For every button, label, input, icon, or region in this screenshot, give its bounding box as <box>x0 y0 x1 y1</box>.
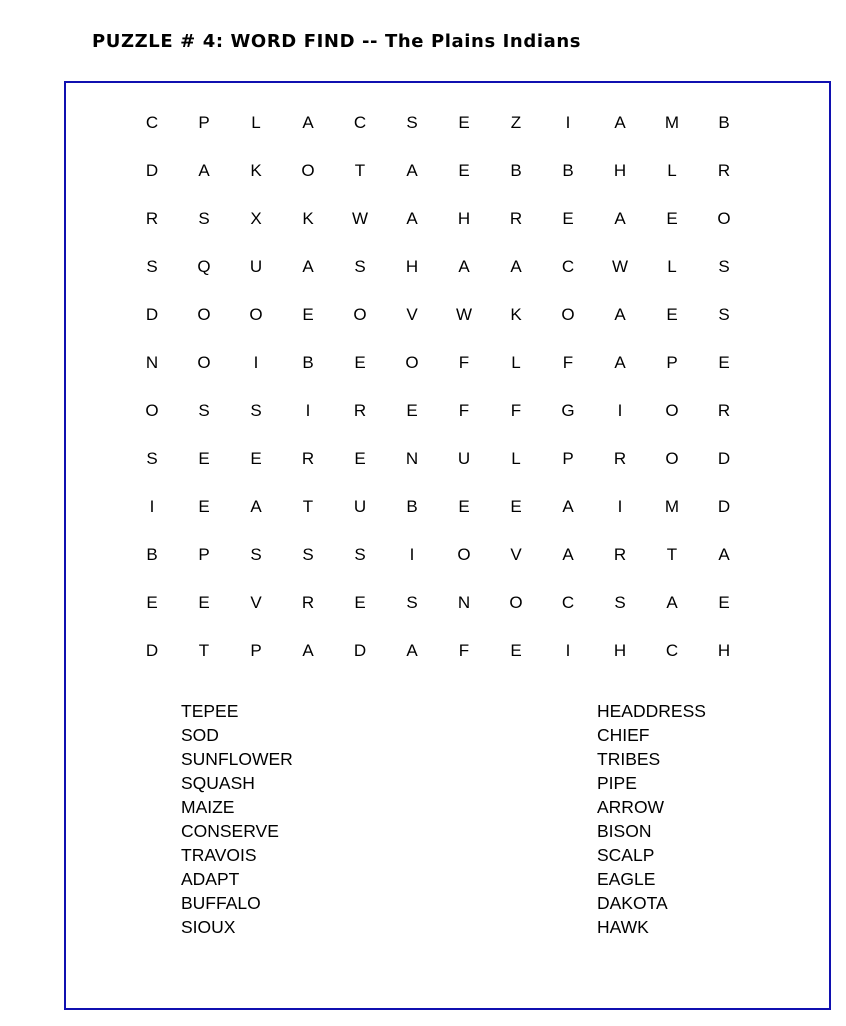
word-list-item: SQUASH <box>181 773 255 793</box>
grid-letter[interactable]: E <box>302 305 314 324</box>
grid-letter[interactable]: T <box>302 497 314 516</box>
grid-letter[interactable]: L <box>667 257 677 276</box>
grid-letter[interactable]: T <box>666 545 678 564</box>
grid-letter[interactable]: E <box>458 497 470 516</box>
grid-letter[interactable]: F <box>458 401 470 420</box>
grid-letter[interactable]: E <box>198 497 210 516</box>
grid-letter[interactable]: W <box>351 209 369 228</box>
word-list-item: HEADDRESS <box>597 701 706 721</box>
word-list-item: SOD <box>181 725 219 745</box>
grid-letter[interactable]: L <box>251 113 261 132</box>
grid-letter[interactable]: A <box>562 545 574 564</box>
word-list-item: PIPE <box>597 773 637 793</box>
grid-letter[interactable]: M <box>664 113 680 132</box>
grid-letter[interactable]: A <box>250 497 262 516</box>
grid-letter[interactable]: V <box>250 593 262 612</box>
grid-letter[interactable]: U <box>353 497 367 516</box>
grid-letter[interactable]: R <box>509 209 523 228</box>
grid-letter[interactable]: Z <box>510 113 522 132</box>
grid-letter[interactable]: A <box>614 305 626 324</box>
grid-letter[interactable]: K <box>302 209 314 228</box>
grid-letter[interactable]: S <box>406 113 418 132</box>
grid-letter[interactable]: C <box>561 593 575 612</box>
grid-letter[interactable]: I <box>565 113 571 132</box>
grid-letter[interactable]: A <box>302 113 314 132</box>
grid-letter[interactable]: R <box>613 545 627 564</box>
grid-letter[interactable]: B <box>406 497 418 516</box>
grid-letter[interactable]: O <box>665 401 679 420</box>
grid-letter[interactable]: S <box>250 401 262 420</box>
grid-letter[interactable]: X <box>250 209 262 228</box>
word-list-item: TRAVOIS <box>181 845 257 865</box>
grid-letter[interactable]: I <box>565 641 571 660</box>
grid-letter[interactable]: A <box>302 641 314 660</box>
grid-letter[interactable]: D <box>145 641 159 660</box>
grid-letter[interactable]: B <box>146 545 158 564</box>
grid-letter[interactable]: D <box>717 497 731 516</box>
grid-letter[interactable]: E <box>198 593 210 612</box>
grid-letter[interactable]: N <box>405 449 419 468</box>
grid-letter[interactable]: G <box>561 401 575 420</box>
grid-letter[interactable]: S <box>146 449 158 468</box>
grid-letter[interactable]: P <box>666 353 678 372</box>
word-list-item: BISON <box>597 821 652 841</box>
grid-letter[interactable]: K <box>510 305 522 324</box>
grid-letter[interactable]: E <box>198 449 210 468</box>
grid-letter[interactable]: B <box>562 161 574 180</box>
grid-letter[interactable]: A <box>718 545 730 564</box>
grid-letter[interactable]: R <box>717 401 731 420</box>
grid-letter[interactable]: F <box>510 401 522 420</box>
grid-letter[interactable]: M <box>664 497 680 516</box>
grid-letter[interactable]: H <box>717 641 731 660</box>
grid-letter[interactable]: I <box>409 545 415 564</box>
word-list-item: SIOUX <box>181 917 236 937</box>
grid-letter[interactable]: I <box>253 353 259 372</box>
grid-letter[interactable]: F <box>458 641 470 660</box>
word-list-item: TEPEE <box>181 701 239 721</box>
grid-letter[interactable]: O <box>457 545 471 564</box>
grid-letter[interactable]: S <box>718 257 730 276</box>
grid-letter[interactable]: W <box>455 305 473 324</box>
grid-letter[interactable]: A <box>562 497 574 516</box>
word-list-item: DAKOTA <box>597 893 668 913</box>
grid-letter[interactable]: A <box>198 161 210 180</box>
grid-letter[interactable]: R <box>717 161 731 180</box>
grid-letter[interactable]: P <box>562 449 574 468</box>
grid-letter[interactable]: O <box>353 305 367 324</box>
word-list-item: SUNFLOWER <box>181 749 293 769</box>
puzzle-title: PUZZLE # 4: WORD FIND -- The Plains Indians <box>92 31 582 52</box>
grid-letter[interactable]: D <box>145 161 159 180</box>
grid-letter[interactable]: E <box>250 449 262 468</box>
grid-letter[interactable]: A <box>666 593 678 612</box>
grid-letter[interactable]: S <box>198 209 210 228</box>
puzzle-frame <box>64 81 831 1010</box>
grid-letter[interactable]: E <box>510 497 522 516</box>
grid-letter[interactable]: E <box>354 593 366 612</box>
word-list-right <box>597 699 706 939</box>
grid-letter[interactable]: N <box>145 353 159 372</box>
grid-letter[interactable]: O <box>509 593 523 612</box>
word-list-item: CHIEF <box>597 725 650 745</box>
grid-letter[interactable]: A <box>458 257 470 276</box>
grid-letter[interactable]: C <box>353 113 367 132</box>
grid-letter[interactable]: C <box>561 257 575 276</box>
grid-letter[interactable]: O <box>405 353 419 372</box>
grid-letter[interactable]: H <box>405 257 419 276</box>
grid-letter[interactable]: A <box>406 209 418 228</box>
grid-letter[interactable]: S <box>198 401 210 420</box>
grid-letter[interactable]: L <box>511 449 521 468</box>
grid-letter[interactable]: O <box>301 161 315 180</box>
grid-letter[interactable]: B <box>510 161 522 180</box>
grid-letter[interactable]: H <box>457 209 471 228</box>
grid-letter[interactable]: V <box>510 545 522 564</box>
grid-letter[interactable]: B <box>302 353 314 372</box>
grid-letter[interactable]: N <box>457 593 471 612</box>
grid-letter[interactable]: F <box>458 353 470 372</box>
grid-letter[interactable]: E <box>458 161 470 180</box>
grid-letter[interactable]: O <box>665 449 679 468</box>
grid-letter[interactable]: H <box>613 641 627 660</box>
grid-letter[interactable]: V <box>406 305 418 324</box>
grid-letter[interactable]: Q <box>197 257 211 276</box>
grid-letter[interactable]: O <box>197 305 211 324</box>
grid-letter[interactable]: S <box>302 545 314 564</box>
grid-letter[interactable]: E <box>354 353 366 372</box>
grid-letter[interactable]: E <box>510 641 522 660</box>
word-list-item: EAGLE <box>597 869 656 889</box>
grid-letter[interactable]: C <box>665 641 679 660</box>
grid-letter[interactable]: A <box>614 209 626 228</box>
grid-letter[interactable]: S <box>146 257 158 276</box>
grid-letter[interactable]: S <box>614 593 626 612</box>
word-list-item: MAIZE <box>181 797 235 817</box>
grid-letter[interactable]: R <box>301 593 315 612</box>
grid-letter[interactable]: A <box>510 257 522 276</box>
grid-letter[interactable]: A <box>614 353 626 372</box>
grid-letter[interactable]: E <box>666 209 678 228</box>
grid-letter[interactable]: A <box>614 113 626 132</box>
grid-letter[interactable]: O <box>561 305 575 324</box>
grid-letter[interactable]: E <box>146 593 158 612</box>
grid-letter[interactable]: P <box>250 641 262 660</box>
grid-letter[interactable]: T <box>198 641 210 660</box>
grid-letter[interactable]: R <box>145 209 159 228</box>
grid-letter[interactable]: D <box>717 449 731 468</box>
grid-letter[interactable]: H <box>613 161 627 180</box>
grid-letter[interactable]: L <box>667 161 677 180</box>
grid-letter[interactable]: I <box>305 401 311 420</box>
grid-letter[interactable]: T <box>354 161 366 180</box>
word-list-item: CONSERVE <box>181 821 279 841</box>
grid-letter[interactable]: E <box>718 353 730 372</box>
grid-letter[interactable]: D <box>145 305 159 324</box>
grid-letter[interactable]: P <box>198 545 210 564</box>
grid-letter[interactable]: S <box>354 257 366 276</box>
word-list-item: BUFFALO <box>181 893 261 913</box>
grid-letter[interactable]: D <box>353 641 367 660</box>
grid-letter[interactable]: A <box>406 161 418 180</box>
word-list-item: TRIBES <box>597 749 661 769</box>
grid-letter[interactable]: S <box>354 545 366 564</box>
grid-letter[interactable]: E <box>666 305 678 324</box>
grid-letter[interactable]: A <box>302 257 314 276</box>
grid-letter[interactable]: E <box>718 593 730 612</box>
grid-letter[interactable]: U <box>457 449 471 468</box>
grid-letter[interactable]: R <box>353 401 367 420</box>
word-list-item: HAWK <box>597 917 649 937</box>
grid-letter[interactable]: I <box>149 497 155 516</box>
grid-letter[interactable]: E <box>354 449 366 468</box>
word-list-item: SCALP <box>597 845 655 865</box>
word-list-item: ARROW <box>597 797 665 817</box>
grid-letter[interactable]: C <box>145 113 159 132</box>
word-list-item: ADAPT <box>181 869 240 889</box>
grid-letter[interactable]: K <box>250 161 262 180</box>
grid-letter[interactable]: S <box>718 305 730 324</box>
word-list-left <box>181 699 293 939</box>
grid-letter[interactable]: I <box>617 497 623 516</box>
grid-letter[interactable]: O <box>717 209 731 228</box>
grid-letter[interactable]: R <box>301 449 315 468</box>
grid-letter[interactable]: O <box>145 401 159 420</box>
grid-letter[interactable]: O <box>197 353 211 372</box>
grid-letter[interactable]: S <box>250 545 262 564</box>
grid-letter[interactable]: L <box>511 353 521 372</box>
grid-letter[interactable]: E <box>458 113 470 132</box>
grid-letter[interactable]: E <box>562 209 574 228</box>
grid-letter[interactable]: A <box>406 641 418 660</box>
grid-letter[interactable]: F <box>562 353 574 372</box>
grid-letter[interactable]: O <box>249 305 263 324</box>
grid-letter[interactable]: E <box>406 401 418 420</box>
grid-letter[interactable]: I <box>617 401 623 420</box>
grid-letter[interactable]: P <box>198 113 210 132</box>
grid-letter[interactable]: R <box>613 449 627 468</box>
grid-letter[interactable]: W <box>611 257 629 276</box>
grid-letter[interactable]: U <box>249 257 263 276</box>
grid-letter[interactable]: B <box>718 113 730 132</box>
grid-letter[interactable]: S <box>406 593 418 612</box>
